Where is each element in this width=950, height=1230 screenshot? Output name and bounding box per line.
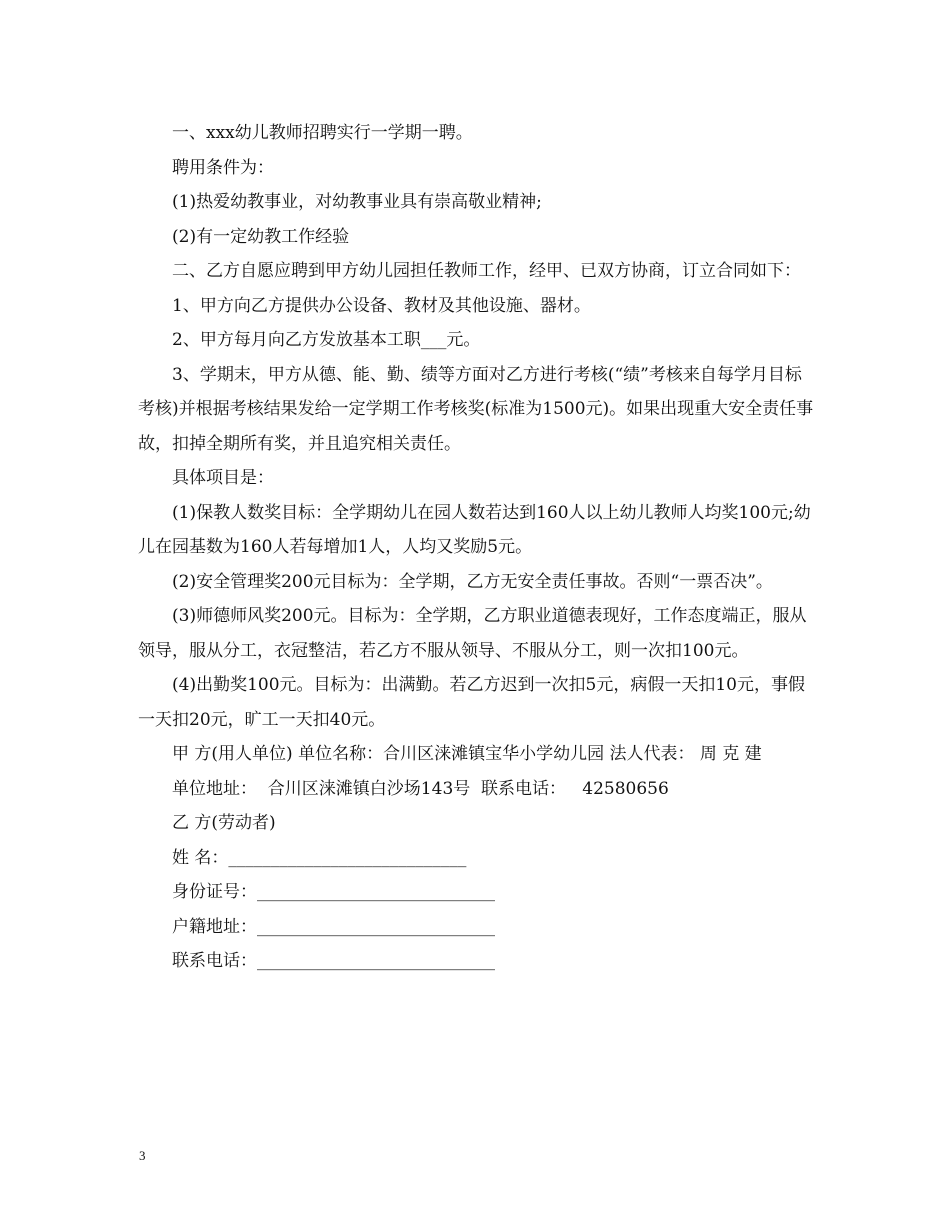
term-2: 2、甲方每月向乙方发放基本工职___元。: [172, 330, 481, 350]
condition-2: (2)有一定幼教工作经验: [172, 226, 350, 247]
party-a-address-phone: 单位地址： 合川区涞滩镇白沙场143号 联系电话： 42580656: [172, 778, 669, 799]
party-a-info: 甲 方(用人单位) 单位名称：合川区涞滩镇宝华小学幼儿园 法人代表： 周 克 建: [172, 744, 762, 764]
clause-1-heading: 一、xxx幼儿教师招聘实行一学期一聘。: [172, 123, 473, 143]
party-b-id-field: 身份证号：____________________________: [172, 882, 495, 902]
term-3: 3、学期末，甲方从德、能、勤、绩等方面对乙方进行考核(“绩”考核来自每学月目标考核)并根据考核结果发给一定学期工作考核奖(标准为1500元)。如果出现重大安全责任事故，扣掉全期所有奖，并且追究相关责任。: [138, 364, 814, 454]
party-b-household-address-field: 户籍地址：____________________________: [172, 916, 495, 937]
condition-1: (1)热爱幼教事业，对幼教事业具有崇高敬业精神;: [172, 192, 542, 212]
item-4-attendance-bonus: (4)出勤奖100元。目标为：出满勤。若乙方迟到一次扣5元，病假一天扣10元，事假一天扣20元，旷工一天扣40元。: [138, 675, 805, 730]
employment-conditions-label: 聘用条件为：: [172, 157, 274, 178]
item-1-enrollment-bonus: (1)保教人数奖目标：全学期幼儿在园人数若达到160人以上幼儿教师人均奖100元;幼儿在园基数为160人若每增加1人，人均又奖励5元。: [138, 502, 811, 557]
party-b-phone-field: 联系电话：____________________________: [172, 951, 495, 971]
specific-items-label: 具体项目是：: [172, 468, 274, 488]
item-3-ethics-bonus: (3)师德师风奖200元。目标为：全学期，乙方职业道德表现好，工作态度端正，服从领导，服从分工，衣冠整洁，若乙方不服从领导、不服从分工，则一次扣100元。: [138, 606, 807, 661]
document-body: [138, 116, 814, 979]
page-number: 3: [139, 1148, 146, 1163]
party-b-label: 乙 方(劳动者): [172, 813, 276, 833]
term-1: 1、甲方向乙方提供办公设备、教材及其他设施、器材。: [172, 295, 591, 316]
party-b-name-field: 姓 名：____________________________: [172, 847, 467, 868]
item-2-safety-bonus: (2)安全管理奖200元目标为：全学期，乙方无安全责任事故。否则“一票否决”。: [172, 571, 773, 592]
clause-2-heading: 二、乙方自愿应聘到甲方幼儿园担任教师工作，经甲、已双方协商，订立合同如下：: [172, 261, 801, 281]
